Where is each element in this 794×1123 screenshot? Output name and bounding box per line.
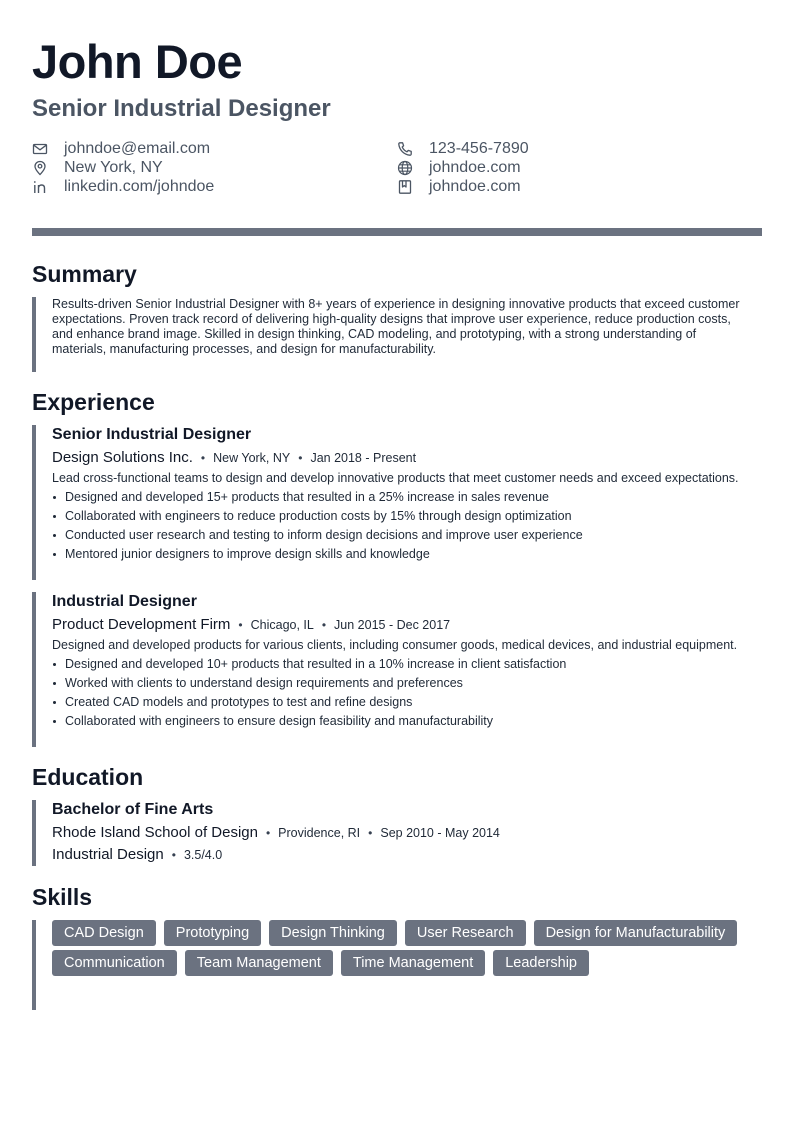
mail-icon	[32, 141, 48, 157]
education-dates: Sep 2010 - May 2014	[380, 826, 500, 840]
skills-block	[32, 920, 762, 1010]
job-bullet	[52, 712, 762, 731]
meta-separator: •	[200, 451, 206, 465]
job-bullet	[52, 674, 762, 693]
job-bullet	[52, 507, 762, 526]
job-entry	[32, 425, 762, 580]
bullet-dot	[53, 701, 56, 704]
skill-chip: User Research	[405, 920, 526, 946]
meta-separator: •	[265, 826, 271, 840]
job-location: New York, NY	[213, 451, 291, 465]
contact-portfolio[interactable]	[397, 177, 521, 196]
bullet-dot	[53, 496, 56, 499]
contact-location-text: New York, NY	[64, 158, 163, 176]
school-name: Rhode Island School of Design	[52, 824, 258, 841]
meta-separator: •	[171, 848, 176, 862]
job-bullet-text: Mentored junior designers to improve design skills and knowledge	[65, 547, 430, 561]
job-description: Lead cross-functional teams to design and develop innovative products that meet customer needs and exceed expectations.	[52, 471, 739, 485]
skill-chip: Design Thinking	[269, 920, 397, 946]
job-bullet	[52, 545, 762, 564]
job-bullet-text: Designed and developed 10+ products that resulted in a 10% increase in client satisfaction	[65, 657, 567, 671]
globe-icon	[397, 160, 413, 176]
job-bullet-text: Conducted user research and testing to inform design decisions and improve user experience	[65, 528, 583, 542]
skill-chip: Leadership	[493, 950, 589, 976]
summary-heading: Summary	[32, 261, 137, 287]
job-bullet	[52, 526, 762, 545]
education-meta	[52, 823, 762, 843]
job-location: Chicago, IL	[250, 618, 314, 632]
bullet-dot	[53, 682, 56, 685]
skill-chip: CAD Design	[52, 920, 156, 946]
job-meta	[52, 615, 762, 635]
candidate-title: Senior Industrial Designer	[32, 95, 331, 122]
meta-separator: •	[321, 618, 327, 632]
location-pin-icon	[32, 160, 48, 176]
job-company: Design Solutions Inc.	[52, 449, 193, 466]
school-location: Providence, RI	[278, 826, 361, 840]
bullet-dot	[53, 515, 56, 518]
job-bullets	[52, 488, 762, 564]
contact-website[interactable]	[397, 158, 521, 177]
skill-chip: Prototyping	[164, 920, 261, 946]
meta-separator: •	[298, 451, 303, 465]
job-bullet	[52, 488, 762, 507]
header-divider	[32, 228, 762, 236]
bullet-dot	[53, 553, 56, 556]
job-entry	[32, 592, 762, 747]
education-entry	[32, 800, 762, 866]
skills-heading: Skills	[32, 884, 93, 910]
education-major-row	[52, 845, 762, 865]
skill-chip: Team Management	[185, 950, 333, 976]
summary-block	[32, 297, 762, 372]
candidate-name: John Doe	[32, 35, 243, 88]
contact-phone[interactable]	[397, 139, 529, 158]
job-dates: Jun 2015 - Dec 2017	[334, 618, 451, 632]
job-bullets	[52, 655, 762, 731]
contact-website-text: johndoe.com	[429, 158, 521, 176]
education-major: Industrial Design	[52, 846, 164, 863]
job-dates: Jan 2018 - Present	[310, 451, 417, 465]
linkedin-icon	[32, 179, 48, 195]
bullet-dot	[53, 663, 56, 666]
skill-chip: Design for Manufacturability	[534, 920, 738, 946]
job-meta	[52, 448, 762, 468]
job-description: Designed and developed products for various clients, including consumer goods, medical devices, and industrial equipment.	[52, 638, 738, 652]
contact-phone-text: 123-456-7890	[429, 139, 529, 157]
contact-linkedin-text: linkedin.com/johndoe	[64, 177, 215, 195]
job-bullet-text: Worked with clients to understand design requirements and preferences	[65, 676, 463, 690]
contact-linkedin[interactable]	[32, 177, 214, 196]
summary-text: Results-driven Senior Industrial Designer with 8+ years of experience in designing innovative products that exceed customer expectations. Proven track record of delivering high-quality designs that improve user experience, reduce production costs, and enhance brand image. Skilled in design thinking, CAD modeling, and prototyping, with a strong understanding of materials, manufacturing processes, and design for manufacturability.	[52, 297, 740, 356]
skills-list	[52, 920, 752, 980]
meta-separator: •	[368, 826, 373, 840]
education-heading: Education	[32, 764, 144, 790]
job-bullet-text: Designed and developed 15+ products that resulted in a 25% increase in sales revenue	[65, 490, 550, 504]
phone-icon	[397, 141, 413, 157]
education-gpa: 3.5/4.0	[183, 848, 223, 862]
job-bullet-text: Collaborated with engineers to ensure design feasibility and manufacturability	[65, 714, 494, 728]
skill-chip: Communication	[52, 950, 177, 976]
degree-title: Bachelor of Fine Arts	[52, 801, 214, 818]
job-bullet	[52, 693, 762, 712]
job-title: Industrial Designer	[52, 593, 197, 610]
experience-heading: Experience	[32, 389, 155, 415]
contact-portfolio-text: johndoe.com	[429, 177, 521, 195]
job-bullet-text: Created CAD models and prototypes to test and refine designs	[65, 695, 413, 709]
bullet-dot	[53, 534, 56, 537]
contact-email[interactable]	[32, 139, 210, 158]
job-title: Senior Industrial Designer	[52, 426, 252, 443]
job-bullet	[52, 655, 762, 674]
contact-location	[32, 158, 163, 177]
portfolio-icon	[397, 179, 413, 195]
contact-email-text: johndoe@email.com	[64, 139, 211, 157]
job-company: Product Development Firm	[52, 616, 231, 633]
job-bullet-text: Collaborated with engineers to reduce production costs by 15% through design optimization	[65, 509, 572, 523]
skill-chip: Time Management	[341, 950, 485, 976]
meta-separator: •	[238, 618, 243, 632]
bullet-dot	[53, 720, 56, 723]
